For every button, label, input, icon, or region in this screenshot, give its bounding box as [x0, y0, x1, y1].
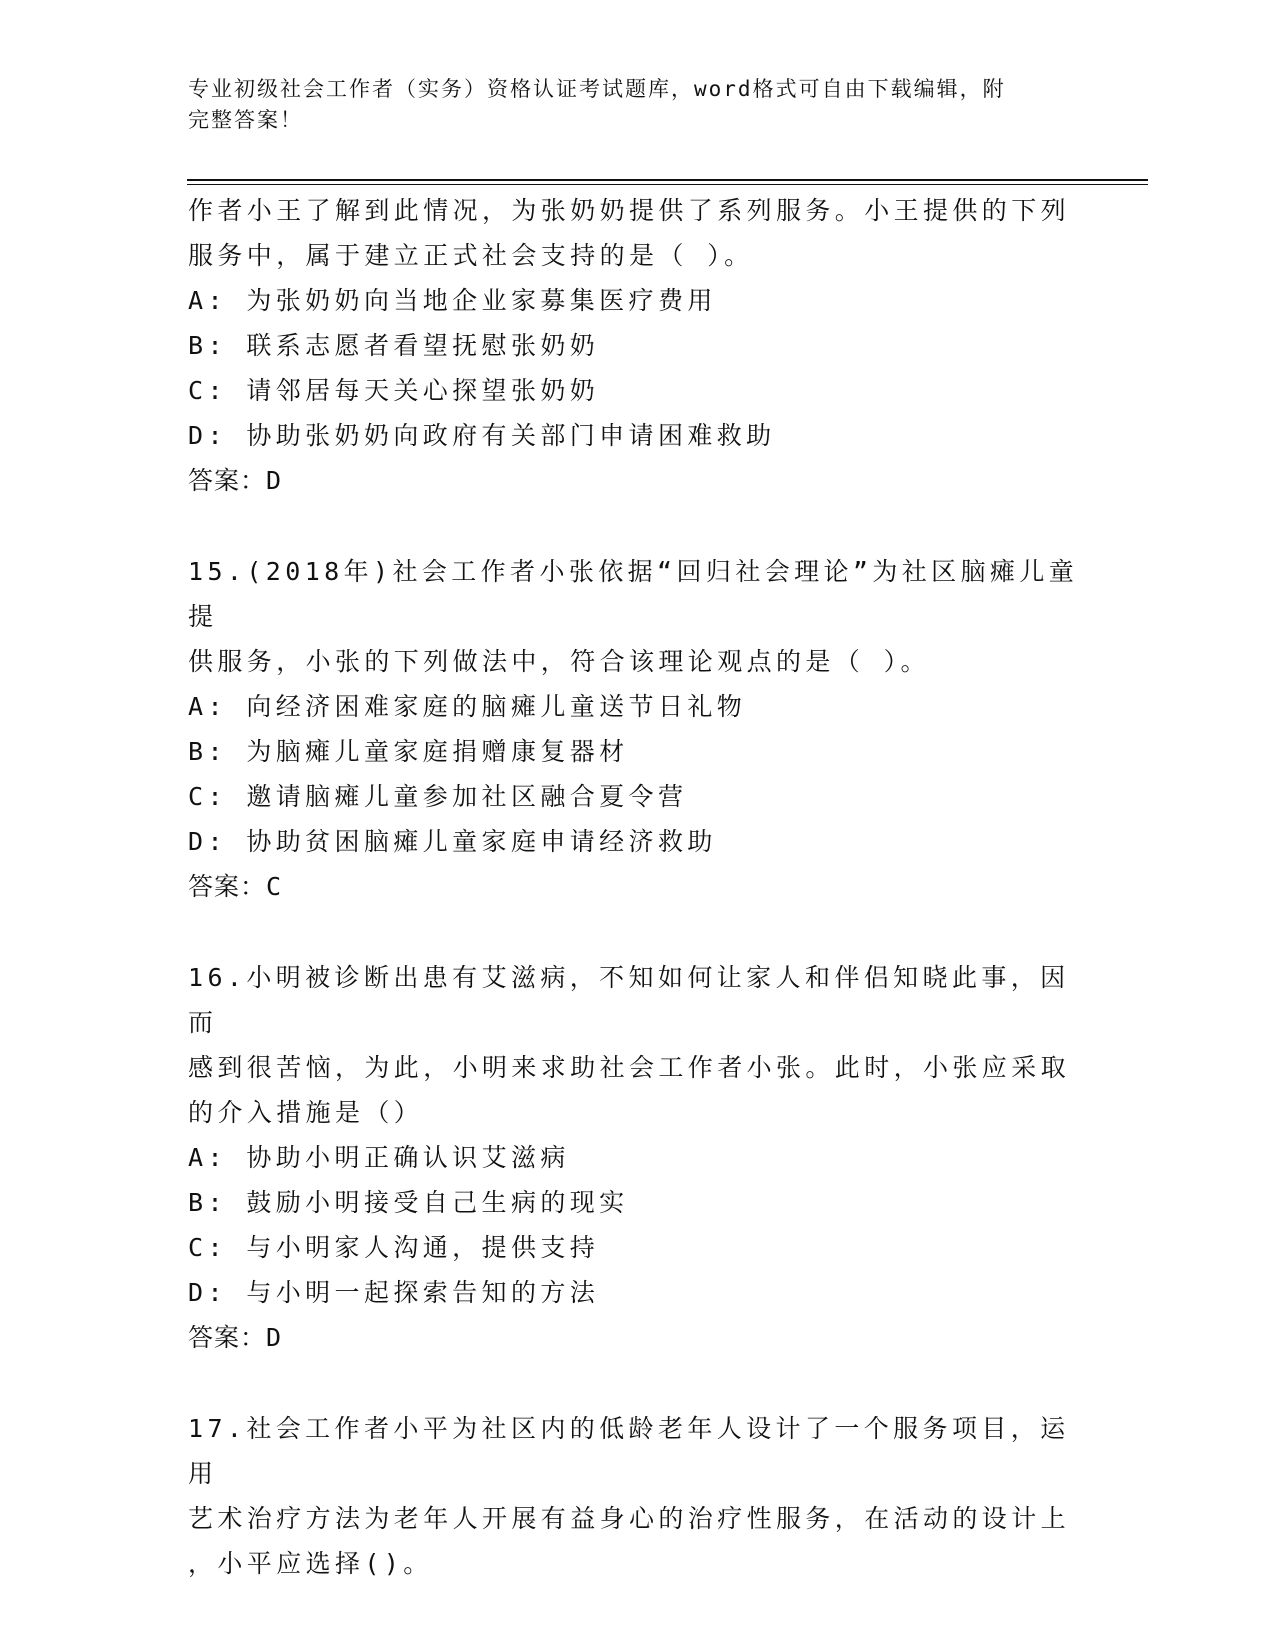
question-block: [188, 955, 1088, 1360]
question-block: [188, 188, 1088, 503]
option-b: B: 联系志愿者看望抚慰张奶奶: [188, 331, 600, 360]
header-line-1: 专业初级社会工作者（实务）资格认证考试题库，word格式可自由下载编辑，附: [188, 77, 1006, 101]
header-divider-thin: [187, 184, 1148, 185]
question-stem-line: 17.社会工作者小平为社区内的低龄老年人设计了一个服务项目，运用: [188, 1414, 1070, 1488]
header-divider-thick: [187, 179, 1148, 181]
question-block: [188, 1406, 1088, 1586]
question-stem-line: 艺术治疗方法为老年人开展有益身心的治疗性服务，在活动的设计上: [188, 1504, 1071, 1533]
question-stem-line: 16.小明被诊断出患有艾滋病，不知如何让家人和伴侣知晓此事，因而: [188, 963, 1070, 1037]
page-header: [188, 74, 1068, 136]
option-c: C: 与小明家人沟通，提供支持: [188, 1233, 600, 1262]
question-block: [188, 549, 1088, 909]
question-stem-line: 服务中，属于建立正式社会支持的是（ ）。: [188, 241, 754, 270]
option-a: A: 向经济困难家庭的脑瘫儿童送节日礼物: [188, 692, 747, 721]
option-a: A: 协助小明正确认识艾滋病: [188, 1143, 570, 1172]
answer-line: 答案：C: [188, 872, 283, 901]
question-list: [188, 188, 1088, 1586]
option-d: D: 协助张奶奶向政府有关部门申请困难救助: [188, 421, 776, 450]
option-b: B: 为脑瘫儿童家庭捐赠康复器材: [188, 737, 629, 766]
question-stem-line: 的介入措施是（）: [188, 1098, 424, 1127]
header-line-2: 完整答案！: [188, 108, 303, 132]
question-stem-line: 感到很苦恼，为此，小明来求助社会工作者小张。此时，小张应采取: [188, 1053, 1071, 1082]
option-d: D: 协助贫困脑瘫儿童家庭申请经济救助: [188, 827, 717, 856]
answer-line: 答案：D: [188, 466, 283, 495]
question-stem-line: 作者小王了解到此情况，为张奶奶提供了系列服务。小王提供的下列: [188, 196, 1071, 225]
answer-line: 答案：D: [188, 1323, 283, 1352]
question-stem-line: ，小平应选择()。: [188, 1549, 433, 1578]
question-stem-line: 供服务，小张的下列做法中，符合该理论观点的是（ ）。: [188, 647, 930, 676]
option-c: C: 邀请脑瘫儿童参加社区融合夏令营: [188, 782, 688, 811]
option-a: A: 为张奶奶向当地企业家募集医疗费用: [188, 286, 717, 315]
option-c: C: 请邻居每天关心探望张奶奶: [188, 376, 600, 405]
option-d: D: 与小明一起探索告知的方法: [188, 1278, 600, 1307]
option-b: B: 鼓励小明接受自己生病的现实: [188, 1188, 629, 1217]
question-stem-line: 15.(2018年)社会工作者小张依据“回归社会理论”为社区脑瘫儿童提: [188, 557, 1079, 631]
